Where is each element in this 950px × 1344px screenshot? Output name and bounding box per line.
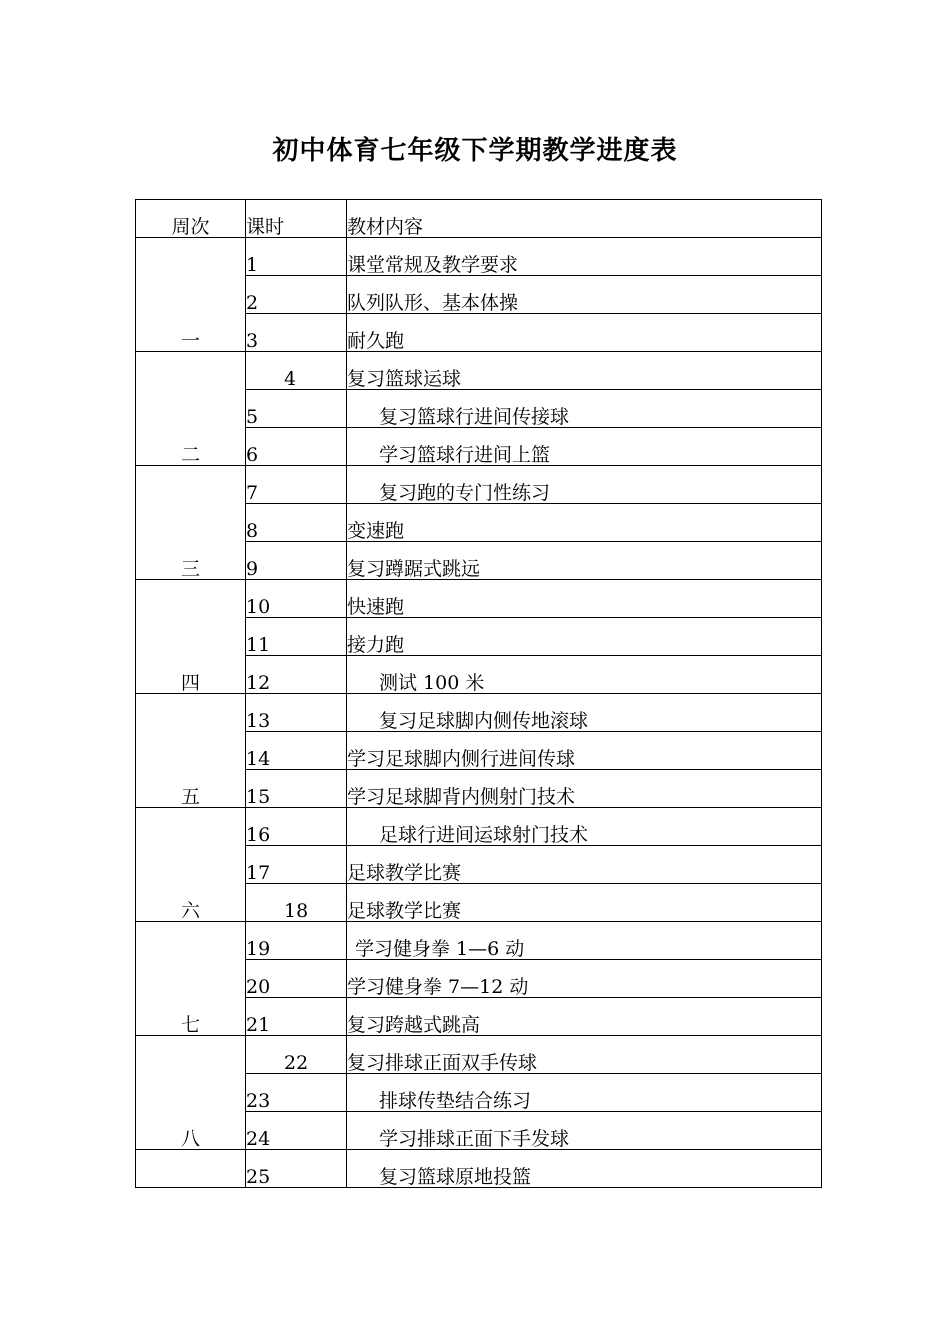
lesson-content: 复习篮球原地投篮 (347, 1150, 822, 1188)
lesson-content: 耐久跑 (347, 314, 822, 352)
header-lesson: 课时 (246, 200, 347, 238)
lesson-content: 足球教学比赛 (347, 884, 822, 922)
lesson-content: 复习篮球行进间传接球 (347, 390, 822, 428)
lesson-content: 复习篮球运球 (347, 352, 822, 390)
table-row (136, 238, 822, 276)
lesson-content: 学习排球正面下手发球 (347, 1112, 822, 1150)
lesson-content: 学习健身拳 7—12 动 (347, 960, 822, 998)
lesson-number: 14 (246, 732, 347, 770)
week-cell (136, 1150, 246, 1188)
lesson-number: 25 (246, 1150, 347, 1188)
week-cell: 八 (136, 1036, 246, 1150)
table-row (136, 580, 822, 618)
lesson-number: 24 (246, 1112, 347, 1150)
lesson-number: 20 (246, 960, 347, 998)
week-cell: 一 (136, 238, 246, 352)
lesson-number: 16 (246, 808, 347, 846)
week-cell: 六 (136, 808, 246, 922)
week-cell: 三 (136, 466, 246, 580)
lesson-content: 变速跑 (347, 504, 822, 542)
lesson-number: 5 (246, 390, 347, 428)
lesson-number: 18 (246, 884, 347, 922)
schedule-table (135, 199, 822, 1188)
lesson-number: 4 (246, 352, 347, 390)
table-row (136, 808, 822, 846)
lesson-number: 13 (246, 694, 347, 732)
lesson-number: 12 (246, 656, 347, 694)
lesson-content: 复习蹲踞式跳远 (347, 542, 822, 580)
lesson-number: 15 (246, 770, 347, 808)
lesson-content: 足球教学比赛 (347, 846, 822, 884)
header-week: 周次 (136, 200, 246, 238)
lesson-number: 17 (246, 846, 347, 884)
lesson-content: 课堂常规及教学要求 (347, 238, 822, 276)
week-cell: 五 (136, 694, 246, 808)
week-cell: 七 (136, 922, 246, 1036)
lesson-content: 快速跑 (347, 580, 822, 618)
week-cell: 四 (136, 580, 246, 694)
lesson-number: 3 (246, 314, 347, 352)
lesson-number: 6 (246, 428, 347, 466)
lesson-number: 8 (246, 504, 347, 542)
lesson-content: 队列队形、基本体操 (347, 276, 822, 314)
lesson-number: 11 (246, 618, 347, 656)
lesson-content: 排球传垫结合练习 (347, 1074, 822, 1112)
lesson-content: 足球行进间运球射门技术 (347, 808, 822, 846)
lesson-number: 19 (246, 922, 347, 960)
lesson-content: 测试 100 米 (347, 656, 822, 694)
lesson-content: 学习足球脚内侧行进间传球 (347, 732, 822, 770)
lesson-number: 10 (246, 580, 347, 618)
table-header-row (136, 200, 822, 238)
table-row (136, 922, 822, 960)
lesson-content: 复习跑的专门性练习 (347, 466, 822, 504)
header-content: 教材内容 (347, 200, 822, 238)
lesson-number: 23 (246, 1074, 347, 1112)
lesson-number: 2 (246, 276, 347, 314)
lesson-number: 7 (246, 466, 347, 504)
table-row (136, 466, 822, 504)
lesson-content: 复习足球脚内侧传地滚球 (347, 694, 822, 732)
lesson-content: 复习跨越式跳高 (347, 998, 822, 1036)
lesson-content: 学习健身拳 1—6 动 (347, 922, 822, 960)
table-row (136, 1036, 822, 1074)
lesson-number: 9 (246, 542, 347, 580)
table-row (136, 1150, 822, 1188)
lesson-number: 22 (246, 1036, 347, 1074)
lesson-content: 接力跑 (347, 618, 822, 656)
lesson-content: 学习篮球行进间上篮 (347, 428, 822, 466)
lesson-content: 学习足球脚背内侧射门技术 (347, 770, 822, 808)
lesson-content: 复习排球正面双手传球 (347, 1036, 822, 1074)
lesson-number: 21 (246, 998, 347, 1036)
lesson-number: 1 (246, 238, 347, 276)
table-row (136, 352, 822, 390)
table-row (136, 694, 822, 732)
page-title: 初中体育七年级下学期教学进度表 (272, 136, 678, 166)
week-cell: 二 (136, 352, 246, 466)
